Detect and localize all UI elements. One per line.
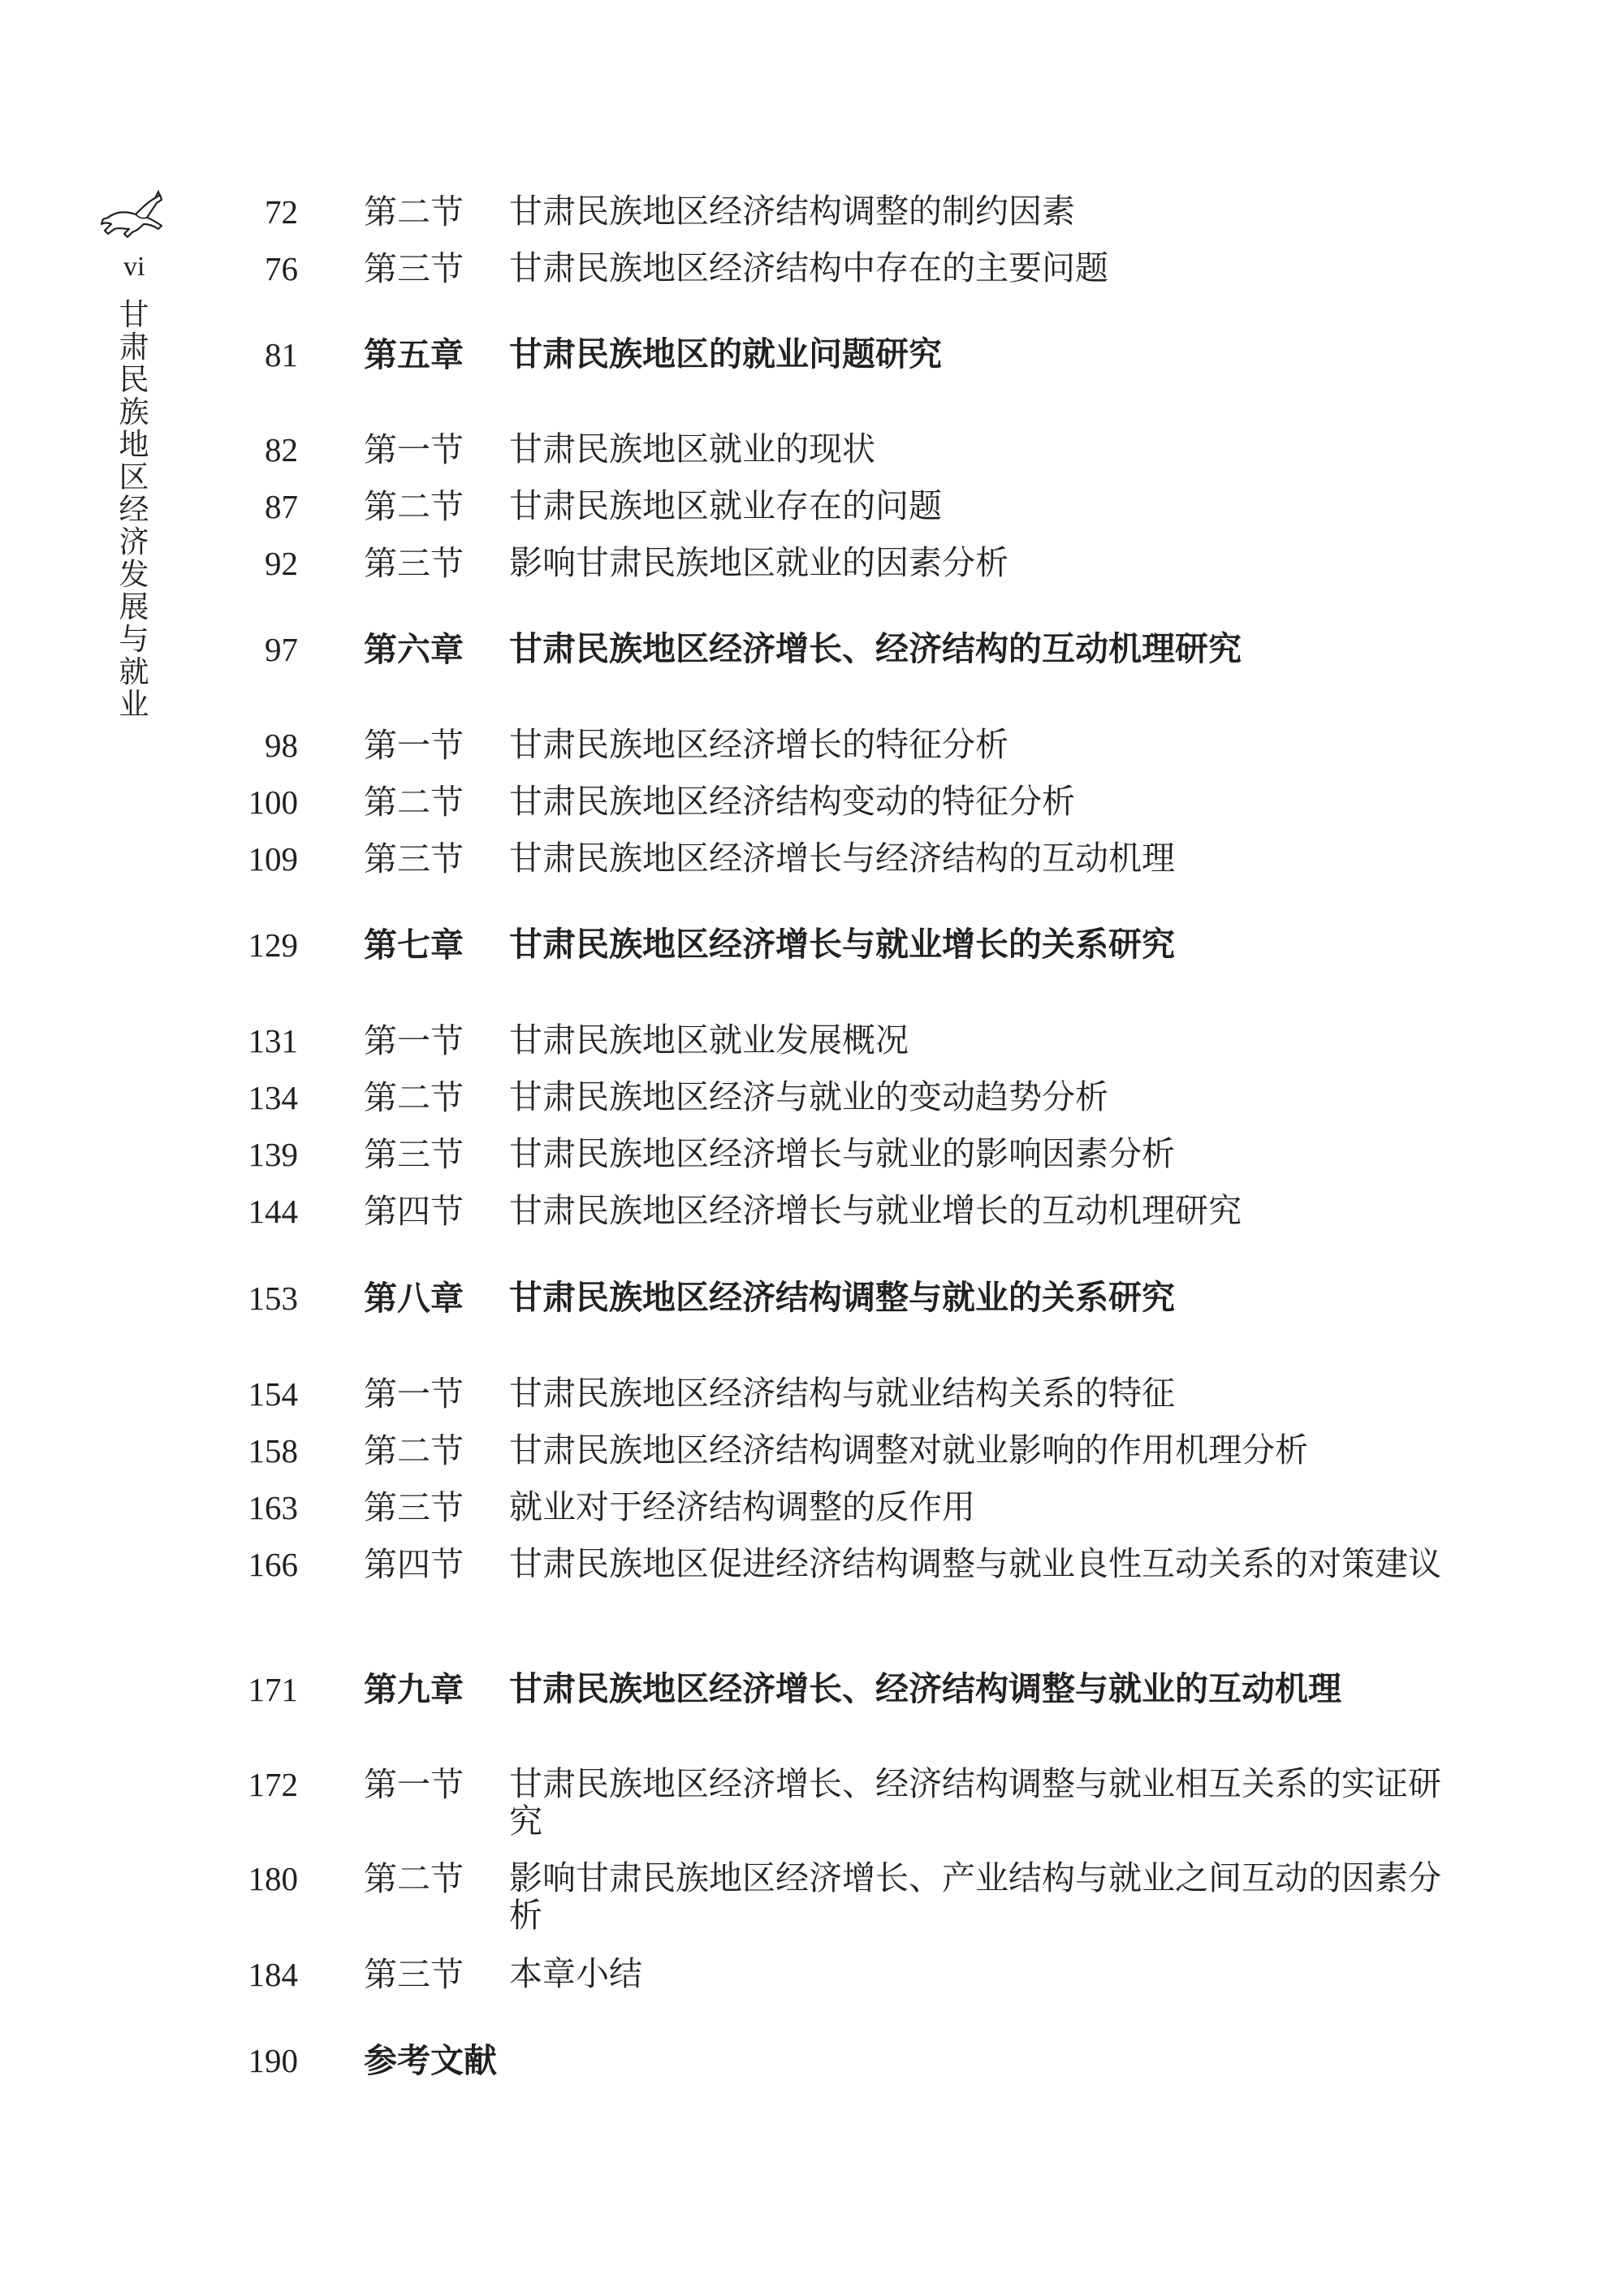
toc-entry-label: 第四节 (364, 1545, 464, 1584)
toc-entry-title: 甘肃民族地区经济结构调整与就业的关系研究 (509, 1278, 1175, 1317)
toc-entry-title: 甘肃民族地区经济结构变动的特征分析 (509, 782, 1075, 821)
toc-entry-label: 第三节 (364, 839, 464, 878)
toc-page-number: 109 (248, 840, 298, 878)
toc-entry-label: 第三节 (364, 1135, 464, 1174)
toc-page-number: 72 (265, 193, 298, 231)
toc-entry-title: 甘肃民族地区经济增长、经济结构调整与就业相互关系的实证研究 (509, 1764, 1441, 1841)
page-margin (96, 187, 177, 244)
toc-entry-title: 本章小结 (509, 1954, 642, 1993)
toc-entry-title: 甘肃民族地区经济结构与就业结构关系的特征 (509, 1374, 1175, 1413)
toc-page-number: 92 (265, 545, 298, 582)
toc-entry-title: 甘肃民族地区经济增长的特征分析 (509, 725, 1009, 764)
toc-entry-label: 第三节 (364, 249, 464, 288)
toc-page-number: 172 (248, 1766, 298, 1803)
toc-entry-title: 甘肃民族地区经济增长与就业增长的互动机理研究 (509, 1191, 1242, 1230)
toc-page-number: 163 (248, 1489, 298, 1526)
toc-entry-title: 甘肃民族地区就业的现状 (509, 429, 875, 468)
toc-entry-label: 第三节 (364, 544, 464, 583)
toc-entry-label: 第二节 (364, 192, 464, 231)
toc-entry-title: 甘肃民族地区经济与就业的变动趋势分析 (509, 1077, 1108, 1116)
toc-entry-title: 影响甘肃民族地区经济增长、产业结构与就业之间互动的因素分析 (509, 1858, 1441, 1935)
toc-page-number: 98 (265, 727, 298, 764)
toc-entry-title: 甘肃民族地区经济结构中存在的主要问题 (509, 248, 1108, 287)
toc-page-number: 180 (248, 1860, 298, 1897)
toc-entry-label: 第一节 (364, 1765, 464, 1804)
toc-entry-label: 第一节 (364, 1375, 464, 1413)
toc-entry-label: 第一节 (364, 1021, 464, 1060)
toc-entry-label: 第五章 (364, 335, 464, 374)
toc-entry-title: 甘肃民族地区经济增长与就业的影响因素分析 (509, 1134, 1175, 1173)
toc-entry-title: 影响甘肃民族地区就业的因素分析 (509, 543, 1009, 582)
galloping-horse-logo-icon (100, 187, 173, 244)
toc-page-number: 190 (248, 2042, 298, 2079)
toc-entry-title: 甘肃民族地区的就业问题研究 (509, 334, 942, 373)
page-folio: vi (123, 252, 145, 282)
toc-page-number: 166 (248, 1546, 298, 1583)
toc-entry-title: 甘肃民族地区经济结构调整对就业影响的作用机理分析 (509, 1431, 1308, 1470)
toc-page-number: 87 (265, 488, 298, 525)
toc-page-number: 131 (248, 1022, 298, 1060)
toc-entry-label: 第二节 (364, 783, 464, 822)
toc-page-number: 153 (248, 1280, 298, 1317)
running-title: 甘肃民族地区经济发展与就业 (119, 297, 149, 722)
toc-entry-label: 第三节 (364, 1955, 464, 1994)
toc-page-number: 129 (248, 926, 298, 964)
toc-page-number: 82 (265, 431, 298, 468)
toc-entry-label: 第二节 (364, 1078, 464, 1117)
toc-entry-title: 甘肃民族地区经济增长、经济结构的互动机理研究 (509, 629, 1242, 668)
toc-entry-label: 第二节 (364, 1859, 464, 1898)
toc-page-number: 139 (248, 1136, 298, 1173)
toc-page-number: 100 (248, 783, 298, 821)
toc-entry-label: 第四节 (364, 1192, 464, 1231)
toc-page-number: 76 (265, 250, 298, 287)
toc-entry-title: 甘肃民族地区促进经济结构调整与就业良性互动关系的对策建议 (509, 1544, 1441, 1583)
toc-page-number: 144 (248, 1193, 298, 1230)
toc-entry-label: 第一节 (364, 726, 464, 765)
toc-entry-title: 甘肃民族地区经济增长、经济结构调整与就业的互动机理 (509, 1669, 1341, 1708)
toc-entry-label: 第六章 (364, 630, 464, 669)
toc-entry-label: 第八章 (364, 1279, 464, 1318)
toc-entry-title: 甘肃民族地区就业存在的问题 (509, 486, 942, 525)
toc-entry-label: 第九章 (364, 1670, 464, 1709)
toc-page-number: 134 (248, 1079, 298, 1116)
toc-entry-label: 第二节 (364, 1431, 464, 1470)
toc-entry-title: 甘肃民族地区经济增长与经济结构的互动机理 (509, 839, 1175, 878)
toc-page-number: 184 (248, 1956, 298, 1993)
toc-entry-title: 甘肃民族地区就业发展概况 (509, 1021, 909, 1060)
toc-page-number: 81 (265, 336, 298, 373)
toc-entry-label: 第一节 (364, 430, 464, 469)
toc-entry-label: 第三节 (364, 1488, 464, 1527)
toc-entry-title: 甘肃民族地区经济结构调整的制约因素 (509, 192, 1075, 231)
toc-entry-title: 甘肃民族地区经济增长与就业增长的关系研究 (509, 925, 1175, 964)
toc-entry-label: 第二节 (364, 487, 464, 526)
toc-entry-label: 第七章 (364, 926, 464, 965)
toc-entry-title: 就业对于经济结构调整的反作用 (509, 1487, 975, 1526)
toc-page-number: 158 (248, 1432, 298, 1470)
toc-page-number: 171 (248, 1671, 298, 1708)
toc-page-number: 154 (248, 1375, 298, 1413)
toc-page-number: 97 (265, 631, 298, 668)
toc-entry-label: 参考文献 (364, 2041, 497, 2080)
